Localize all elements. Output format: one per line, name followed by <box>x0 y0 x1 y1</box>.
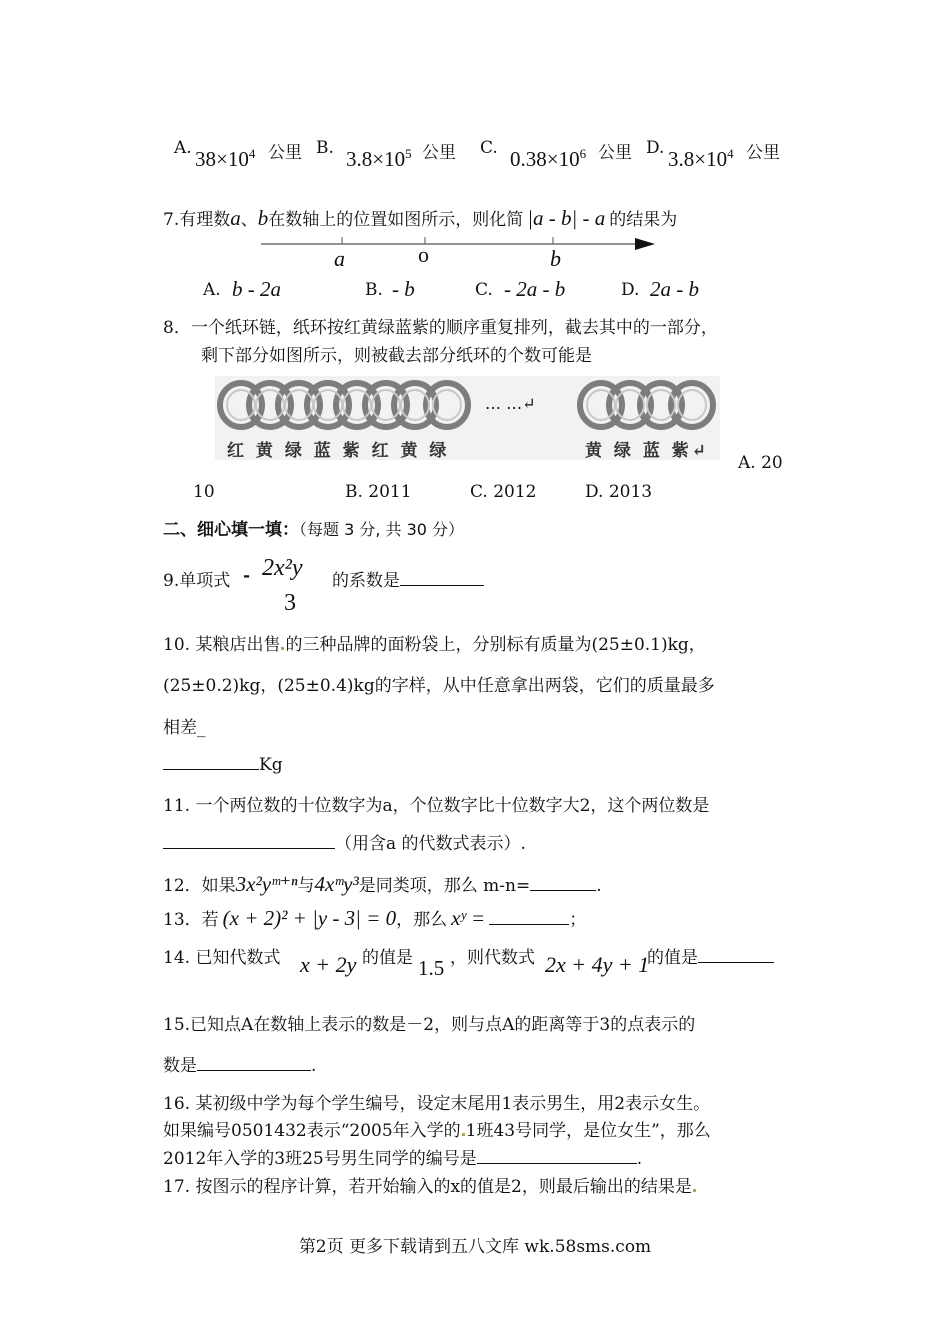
q9-denominator: 3 <box>284 590 296 616</box>
q6-option-a-value: $38\times 10^4$ <box>195 146 256 171</box>
chain-ellipsis: … …↵ <box>485 394 536 413</box>
q6-option-c-value: $0.38\times 10^6$ <box>510 146 587 171</box>
page-footer <box>0 1232 950 1257</box>
q11-line-1: 11. 一个两位数的十位数字为a，个位数字比十位数字大2，这个两位数是 <box>163 796 710 816</box>
q10-line-1: 10. 某粮店出售 的三种品牌的面粉袋上，分别标有质量为(25±0.1)kg， <box>163 635 706 655</box>
q7-option-d-label: D. <box>621 280 640 300</box>
q8-option-a-head: A. 20 <box>738 453 783 473</box>
q12-term-1: 3x²yᵐ⁺ⁿ <box>235 872 298 896</box>
q10-line-2: (25±0.2)kg，(25±0.4)kg的字样，从中任意拿出两袋，它们的质量最多 <box>163 676 715 696</box>
q15-line-1: 15.已知点A在数轴上表示的数是－2，则与点A的距离等于3的点表示的 <box>163 1015 696 1035</box>
q14-prefix: 14. 已知代数式 <box>163 948 281 968</box>
q8-option-c: C. 2012 <box>470 482 537 502</box>
q16-answer-blank[interactable] <box>477 1147 637 1164</box>
q9-numerator: 2x²y <box>262 555 303 581</box>
section-2-heading <box>163 515 464 540</box>
q12: 12．如果3x²yᵐ⁺ⁿ与4xᵐy³是同类项，那么 m-n= . <box>163 872 602 896</box>
q10-answer-blank[interactable] <box>163 753 259 770</box>
q9-answer-blank[interactable] <box>400 569 484 586</box>
q7-option-c-label: C. <box>475 280 493 300</box>
q11-answer-blank[interactable] <box>163 832 335 849</box>
q6-option-c-label: C. <box>480 138 498 158</box>
q7-number-line <box>255 230 665 278</box>
q7-option-a: b - 2a <box>232 277 281 301</box>
q7-option-d: 2a - b <box>650 277 699 301</box>
q7-expression: |a - b| - a <box>527 206 606 230</box>
axis-label-a: a <box>334 246 345 271</box>
q8-option-b: B. 2011 <box>345 482 412 502</box>
q6-option-a-label: A. <box>174 138 192 158</box>
q16-line-1: 16. 某初级中学为每个学生编号，设定末尾用1表示男生，用2表示女生。 <box>163 1094 711 1114</box>
q7-option-b: - b <box>392 277 415 301</box>
section-2-title: 二、细心填一填： <box>163 520 299 540</box>
q7-option-a-label: A. <box>203 280 221 300</box>
q8-option-a-tail: 10 <box>193 482 215 502</box>
q9-suffix: 的系数是 <box>332 566 484 591</box>
q7-option-b-label: B. <box>365 280 383 300</box>
chain-rings <box>215 376 720 432</box>
q13-expression-2: xʸ = <box>451 906 486 930</box>
q10-line-3: 相差_ <box>163 718 206 738</box>
q13: 13．若 (x + 2)² + |y - 3| = 0，那么 xʸ = ； <box>163 906 587 930</box>
q16-line-3: 2012年入学的3班25号男生同学的编号是 . <box>163 1149 643 1169</box>
q6-option-b-value: $3.8\times 10^5$ <box>346 146 412 171</box>
q9-prefix: 9.单项式 <box>163 571 231 591</box>
axis-label-b: b <box>550 246 561 271</box>
chain-colors-left: 红 黄 绿 蓝 紫 红 黄 绿 <box>227 441 450 461</box>
q14-answer-blank[interactable] <box>698 946 774 963</box>
q14-expression-1: x + 2y <box>300 952 357 977</box>
q13-answer-blank[interactable] <box>489 908 569 925</box>
q6-option-b-unit: 公里 <box>422 143 456 163</box>
chain-colors-right: 黄 绿 蓝 紫↵ <box>585 441 709 461</box>
axis-arrow <box>635 238 655 250</box>
q12-term-2: 4xᵐy³ <box>314 872 359 896</box>
footer-text: 第2页 更多下载请到五八文库 wk.58sms.com <box>298 1237 652 1257</box>
q8-line-1: 8．一个纸环链，纸环按红黄绿蓝紫的顺序重复排列，截去其中的一部分， <box>163 318 718 338</box>
q14-mid-1: 的值是 <box>362 948 413 968</box>
q12-answer-blank[interactable] <box>530 874 596 891</box>
axis-label-o: o <box>418 242 429 267</box>
q13-expression: (x + 2)² + |y - 3| = 0 <box>222 906 397 930</box>
q8-line-2: 剩下部分如图所示，则被截去部分纸环的个数可能是 <box>201 346 592 366</box>
q14-mid-2: ，则代数式 <box>450 948 535 968</box>
q7-option-c: - 2a - b <box>504 277 566 301</box>
paper-chain-figure <box>215 376 720 460</box>
q15-line-2: 数是 . <box>163 1056 317 1076</box>
q8-option-d: D. 2013 <box>585 482 653 502</box>
section-2-note: （每题 3 分, 共 30 分） <box>299 520 465 539</box>
q14-suffix: 的值是 <box>647 943 774 968</box>
q14-value: 1.5 <box>418 956 445 980</box>
q6-option-d-label: D. <box>646 138 665 158</box>
q6-option-a-unit: 公里 <box>268 143 302 163</box>
q6-option-b-label: B. <box>316 138 334 158</box>
q10-line-4: Kg <box>163 753 283 775</box>
q7-stem: 7.有理数a、b在数轴上的位置如图所示，则化简 |a - b| - a 的结果为 <box>163 206 678 230</box>
q6-option-d-unit: 公里 <box>746 143 780 163</box>
q16-line-2: 如果编号0501432表示“2005年入学的 1班43号同学，是位女生”，那么 <box>163 1121 711 1141</box>
q11-line-2: （用含a 的代数式表示）. <box>163 829 526 854</box>
q17 <box>163 1172 697 1197</box>
q17-line-1: 17. 按图示的程序计算，若开始输入的x的值是2，则最后输出的结果是 <box>163 1177 692 1197</box>
q15-answer-blank[interactable] <box>197 1054 311 1071</box>
q6-option-c-unit: 公里 <box>598 143 632 163</box>
q14-expression-2: 2x + 4y + 1 <box>545 952 650 977</box>
q9-minus: - <box>243 566 251 586</box>
q6-option-d-value: $3.8\times 10^4$ <box>668 146 734 171</box>
